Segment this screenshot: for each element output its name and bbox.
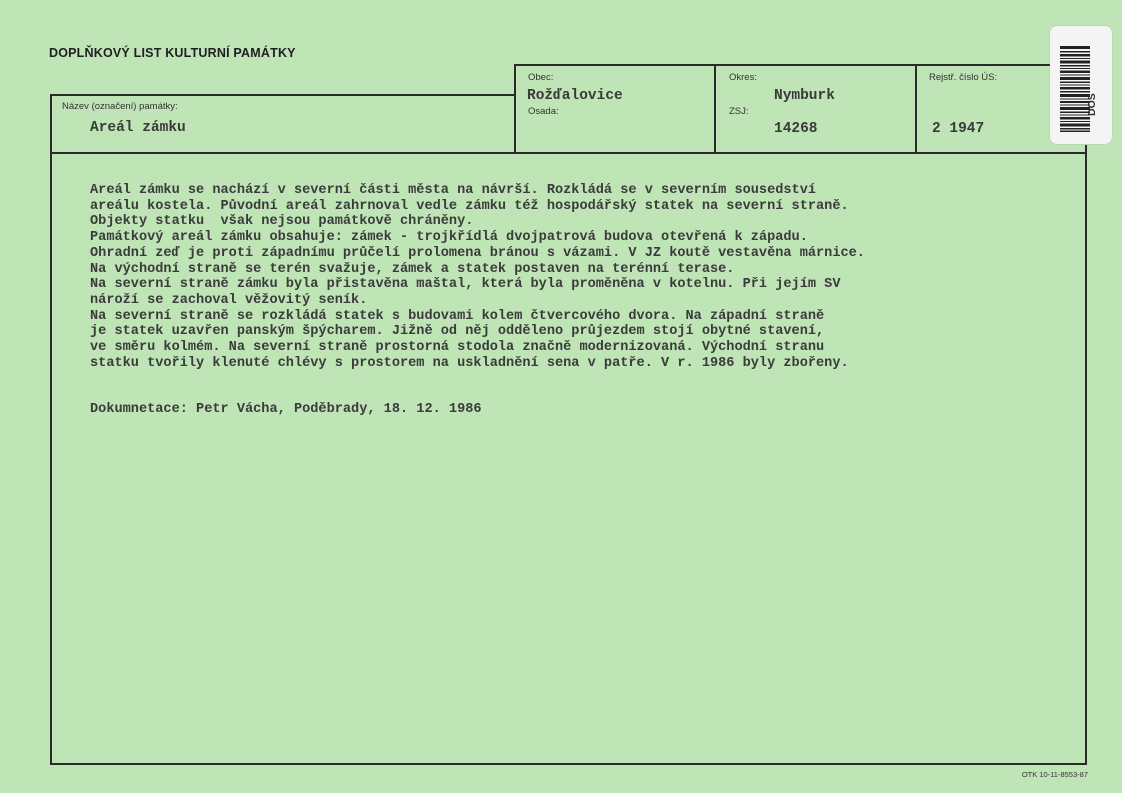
obec-label: Obec: [528,72,554,83]
form-title: DOPLŇKOVÝ LIST KULTURNÍ PAMÁTKY [49,46,296,60]
col-divider-3 [915,64,917,154]
text-line: Památkový areál zámku obsahuje: zámek - trojkřídlá dvojpatrová budova otevřená k západu. [90,230,808,246]
text-line: Ohradní zeď je proti západnímu průčelí prolomena bránou s vázami. V JZ koutě vestavěna márnice. [90,245,865,261]
sticker-label: DOS [1086,93,1098,116]
okres-label: Okres: [729,72,757,83]
obec-value: Rožďalovice [527,88,623,104]
text-line: statku tvořily klenuté chlévy s prostorem na uskladnění sena v patře. V r. 1986 byly zbořeny. [90,355,849,371]
frame-bottom [50,763,1087,765]
header-divider [50,152,1087,154]
text-line: Na severní straně zámku byla přistavěna maštal, která byla proměněna v kotelnu. Při jejím SV [90,277,841,293]
okres-value: Nymburk [774,88,835,104]
frame-top-left [50,94,516,96]
text-line: Na východní straně se terén svažuje, zámek a statek postaven na terénní terase. [90,261,735,277]
text-line: Objekty statku však nejsou památkově chráněny. [90,214,474,230]
text-line: Areál zámku se nachází v severní části města na návrší. Rozkládá se v severním sousedství [90,183,817,198]
zsj-value: 14268 [774,121,818,137]
barcode-sticker [1050,26,1112,144]
documentation-line: Dokumnetace: Petr Vácha, Poděbrady, 18. 12. 1986 [90,402,482,417]
col-divider-1 [514,64,516,154]
rejstr-label: Rejstř. číslo ÚS: [929,72,998,83]
text-line: Na severní straně se rozkládá statek s budovami kolem čtvercového dvora. Na západní straně [90,308,825,324]
description-text [90,183,1050,371]
frame-top-right [515,64,1055,66]
col-divider-2 [714,64,716,154]
text-line: areálu kostela. Původní areál zahrnoval vedle zámku též hospodářský statek na severní straně. [90,198,849,214]
text-line: nároží se zachoval věžovitý seník. [90,292,368,308]
osada-label: Osada: [528,106,559,117]
zsj-label: ZSJ: [729,106,749,117]
nazev-label: Název (označení) památky: [62,101,178,112]
nazev-value: Areál zámku [90,120,186,136]
barcode-icon [1060,46,1090,132]
text-line: ve směru kolmém. Na severní straně prostorná stodola značně modernizovaná. Východní stranu [90,340,825,356]
text-line: je statek uzavřen panským špýcharem. Jižně od něj odděleno průjezdem stojí obytné stavení, [90,324,825,340]
footer-code: OTK 10-11-8553-87 [1021,770,1088,779]
frame-left [50,94,52,764]
rejstr-value: 2 1947 [932,121,985,137]
frame-right [1085,145,1087,765]
